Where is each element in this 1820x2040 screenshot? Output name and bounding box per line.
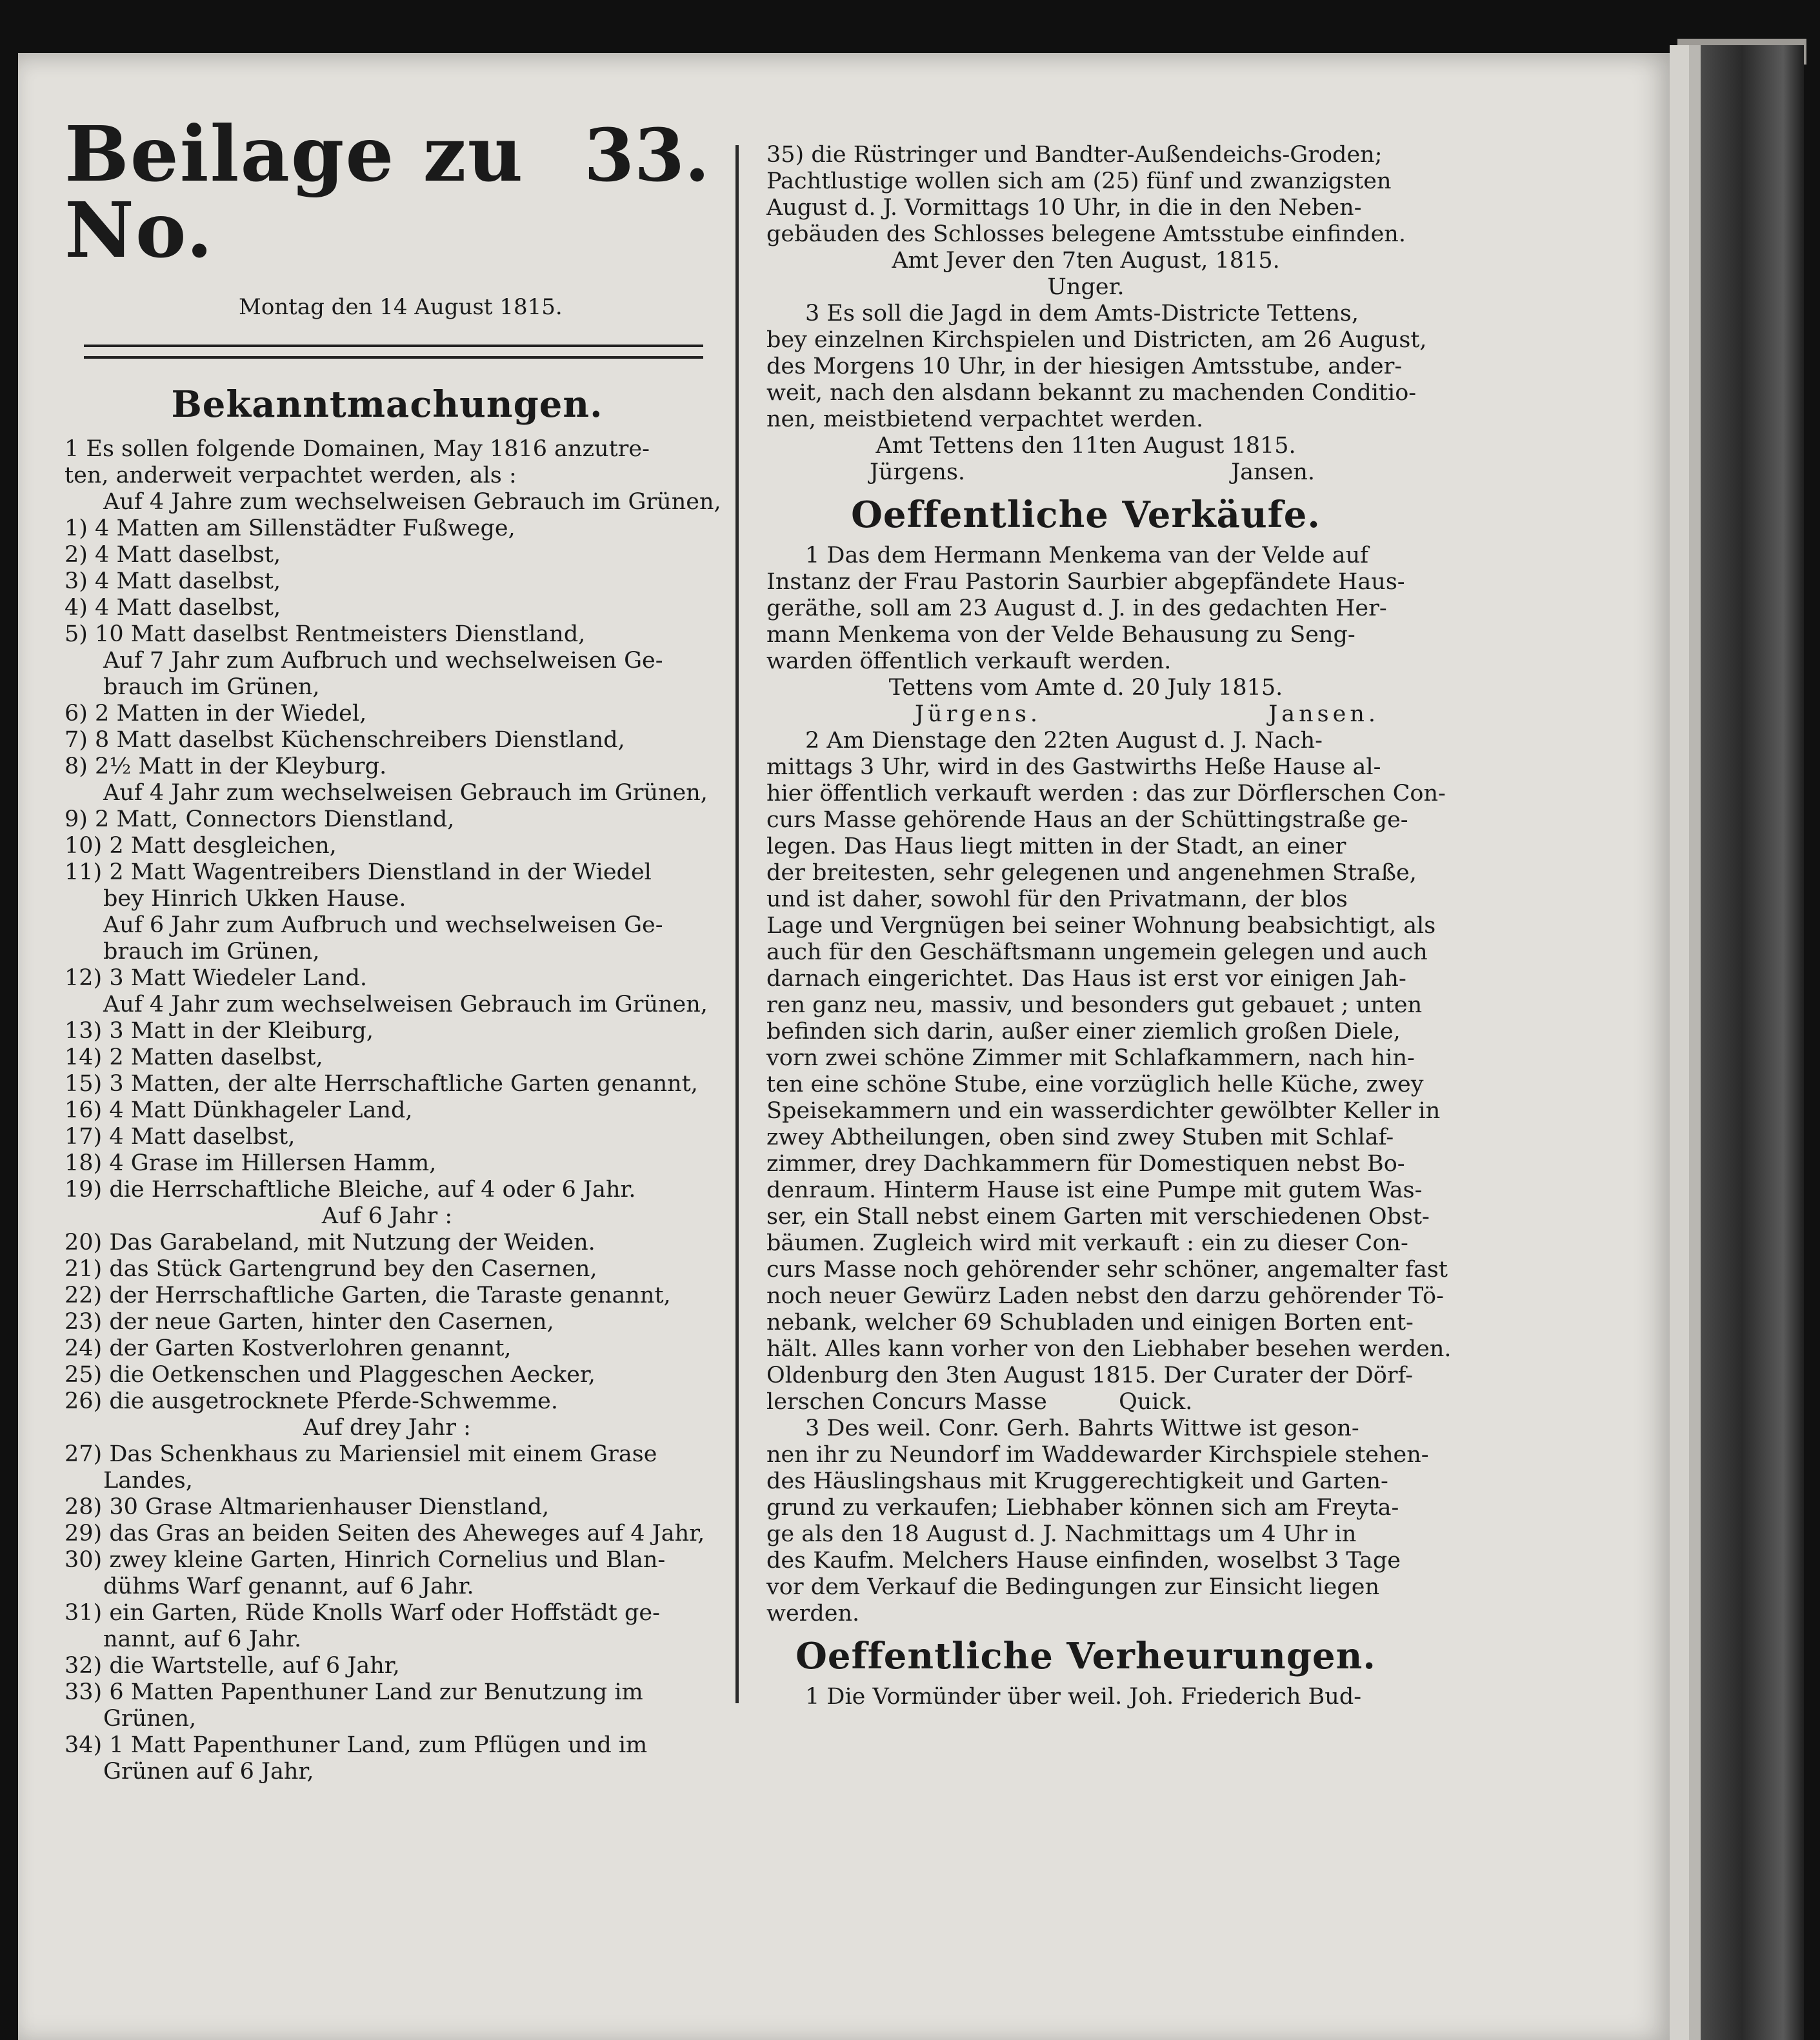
list-item: 7) 8 Matt daselbst Küchenschreibers Dienstland, — [65, 727, 625, 753]
text-line: Auf drey Jahr : — [303, 1415, 471, 1441]
list-item: 31) ein Garten, Rüde Knolls Warf oder Hoffstädt ge- — [65, 1600, 660, 1626]
text-line: ten, anderweit verpachtet werden, als : — [65, 463, 517, 488]
text-line: weit, nach den alsdann bekannt zu machenden Conditio- — [766, 380, 1417, 406]
text-line: brauch im Grünen, — [103, 939, 320, 965]
text-line: Auf 6 Jahr zum Aufbruch und wechselweisen Ge- — [103, 912, 663, 938]
list-item: 25) die Oetkenschen und Plaggeschen Aecker, — [65, 1362, 595, 1388]
book-spine — [1701, 45, 1804, 2040]
list-item: 11) 2 Matt Wagentreibers Dienstland in der Wiedel — [65, 859, 652, 885]
section-heading-verheurungen: Oeffentliche Verheurungen. — [795, 1635, 1376, 1677]
page-edge-stack — [1670, 45, 1689, 2040]
signature: Jansen. — [1231, 459, 1315, 485]
text-line: darnach eingerichtet. Das Haus ist erst vor einigen Jah- — [766, 966, 1406, 992]
section-heading-verkaeufe: Oeffentliche Verkäufe. — [851, 494, 1321, 536]
text-line: Auf 4 Jahre zum wechselweisen Gebrauch im Grünen, — [103, 489, 721, 515]
text-line: gebäuden des Schlosses belegene Amtsstube einfinden. — [766, 221, 1406, 247]
text-line: bäumen. Zugleich wird mit verkauft : ein zu dieser Con- — [766, 1230, 1408, 1256]
list-item: 32) die Wartstelle, auf 6 Jahr, — [65, 1653, 400, 1679]
text-line: warden öffentlich verkauft werden. — [766, 648, 1172, 674]
list-item: 29) das Gras an beiden Seiten des Aheweges auf 4 Jahr, — [65, 1521, 705, 1546]
text-line: legen. Das Haus liegt mitten in der Stadt, an einer — [766, 834, 1346, 859]
text-line: auch für den Geschäftsmann ungemein gelegen und auch — [766, 939, 1428, 965]
masthead-title: Beilage zu No. — [65, 109, 525, 275]
text-line: 3 Des weil. Conr. Gerh. Bahrts Wittwe ist geson- — [805, 1415, 1359, 1441]
text-line: ren ganz neu, massiv, und besonders gut gebauet ; unten — [766, 992, 1423, 1018]
issue-number: 33. — [584, 114, 710, 198]
text-line: ten eine schöne Stube, eine vorzüglich helle Küche, zwey — [766, 1072, 1424, 1097]
text-line: Auf 4 Jahr zum wechselweisen Gebrauch im Grünen, — [103, 992, 708, 1017]
text-line: nannt, auf 6 Jahr. — [103, 1626, 302, 1652]
signature-row — [766, 701, 1405, 728]
signature: Jürgens. — [870, 459, 966, 485]
list-item: 10) 2 Matt desgleichen, — [65, 833, 337, 859]
text-line: brauch im Grünen, — [103, 674, 320, 700]
list-item: 20) Das Garabeland, mit Nutzung der Weiden. — [65, 1230, 595, 1255]
list-item: 12) 3 Matt Wiedeler Land. — [65, 965, 367, 991]
text-line: ge als den 18 August d. J. Nachmittags um 4 Uhr in — [766, 1521, 1357, 1547]
text-line: nebank, welcher 69 Schubladen und einigen Borten ent- — [766, 1310, 1414, 1335]
text-line: 1 Die Vormünder über weil. Joh. Friederich Bud- — [805, 1684, 1362, 1710]
list-item: 3) 4 Matt daselbst, — [65, 568, 281, 594]
text-line: curs Masse gehörende Haus an der Schüttingstraße ge- — [766, 807, 1408, 833]
signature: Jürgens. — [915, 701, 1042, 727]
text-line: noch neuer Gewürz Laden nebst den darzu gehörender Tö- — [766, 1283, 1444, 1309]
issue-date: Montag den 14 August 1815. — [239, 294, 563, 320]
text-line: bey Hinrich Ukken Hause. — [103, 886, 406, 912]
text-line: 2 Am Dienstage den 22ten August d. J. Nach- — [805, 728, 1323, 754]
text-line: vorn zwei schöne Zimmer mit Schlafkammern, nach hin- — [766, 1045, 1415, 1071]
page-edge-shadow — [1689, 45, 1701, 2040]
text-line: dühms Warf genannt, auf 6 Jahr. — [103, 1574, 474, 1599]
text-line: 1 Es sollen folgende Domainen, May 1816 anzutre- — [65, 436, 650, 462]
text-line: curs Masse noch gehörender sehr schöner, angemalter fast — [766, 1257, 1448, 1283]
text-line: Auf 7 Jahr zum Aufbruch und wechselweisen Ge- — [103, 648, 663, 674]
text-line: grund zu verkaufen; Liebhaber können sich am Freyta- — [766, 1495, 1399, 1521]
text-line: und ist daher, sowohl für den Privatmann, der blos — [766, 886, 1348, 912]
text-line: mann Menkema von der Velde Behausung zu Seng- — [766, 622, 1355, 648]
section-heading-bekanntmachungen: Bekanntmachungen. — [171, 383, 603, 426]
text-line: lerschen Concurs Masse Quick. — [766, 1389, 1193, 1415]
list-item: 8) 2½ Matt in der Kleyburg. — [65, 754, 387, 779]
list-item: 2) 4 Matt daselbst, — [65, 542, 281, 568]
text-line: 3 Es soll die Jagd in dem Amts-Districte Tettens, — [805, 301, 1359, 326]
text-line: nen ihr zu Neundorf im Waddewarder Kirchspiele stehen- — [766, 1442, 1429, 1468]
signature: Unger. — [1047, 274, 1125, 300]
text-line: geräthe, soll am 23 August d. J. in des gedachten Her- — [766, 595, 1387, 621]
text-line: befinden sich darin, außer einer ziemlich großen Diele, — [766, 1019, 1401, 1045]
list-item: 13) 3 Matt in der Kleiburg, — [65, 1018, 374, 1044]
text-line: Landes, — [103, 1468, 193, 1494]
list-item: 28) 30 Grase Altmarienhauser Dienstland, — [65, 1494, 550, 1520]
text-line: des Morgens 10 Uhr, in der hiesigen Amtsstube, ander- — [766, 354, 1403, 379]
list-item: 5) 10 Matt daselbst Rentmeisters Dienstland, — [65, 621, 586, 647]
text-line: August d. J. Vormittags 10 Uhr, in die in den Neben- — [766, 195, 1362, 221]
text-line: des Häuslingshaus mit Kruggerechtigkeit und Garten- — [766, 1468, 1388, 1494]
list-item: 14) 2 Matten daselbst, — [65, 1045, 323, 1070]
list-item: 24) der Garten Kostverlohren genannt, — [65, 1335, 512, 1361]
list-item: 22) der Herrschaftliche Garten, die Taraste genannt, — [65, 1283, 671, 1308]
list-item: 21) das Stück Gartengrund bey den Casernen, — [65, 1256, 597, 1282]
list-item: 30) zwey kleine Garten, Hinrich Cornelius und Blan- — [65, 1547, 666, 1573]
signature-row — [766, 459, 1405, 486]
list-item: 34) 1 Matt Papenthuner Land, zum Pflügen und im — [65, 1732, 648, 1758]
text-line: mittags 3 Uhr, wird in des Gastwirths Heße Hause al- — [766, 754, 1381, 780]
text-line: Grünen auf 6 Jahr, — [103, 1759, 314, 1785]
text-line: Grünen, — [103, 1706, 197, 1732]
list-item: 4) 4 Matt daselbst, — [65, 595, 281, 621]
text-line: ser, ein Stall nebst einem Garten mit verschiedenen Obst- — [766, 1204, 1430, 1230]
list-item: 9) 2 Matt, Connectors Dienstland, — [65, 806, 455, 832]
list-item: 15) 3 Matten, der alte Herrschaftliche Garten genannt, — [65, 1071, 698, 1097]
text-line: zwey Abtheilungen, oben sind zwey Stuben mit Schlaf- — [766, 1125, 1394, 1150]
list-item: 23) der neue Garten, hinter den Casernen, — [65, 1309, 554, 1335]
text-line: denraum. Hinterm Hause ist eine Pumpe mit gutem Was- — [766, 1177, 1423, 1203]
text-line: Lage und Vergnügen bei seiner Wohnung beabsichtigt, als — [766, 913, 1436, 939]
text-line: Auf 6 Jahr : — [321, 1203, 453, 1229]
place-date-line: Tettens vom Amte d. 20 July 1815. — [888, 675, 1283, 701]
list-item: 17) 4 Matt daselbst, — [65, 1124, 295, 1150]
text-line: 35) die Rüstringer und Bandter-Außendeichs-Groden; — [766, 142, 1383, 168]
text-line: werden. — [766, 1601, 860, 1626]
list-item: 26) die ausgetrocknete Pferde-Schwemme. — [65, 1388, 558, 1414]
text-line: hier öffentlich verkauft werden : das zur Dörflerschen Con- — [766, 781, 1446, 806]
text-line: Auf 4 Jahr zum wechselweisen Gebrauch im Grünen, — [103, 780, 708, 806]
text-line: Oldenburg den 3ten August 1815. Der Curater der Dörf- — [766, 1363, 1414, 1388]
place-date-line: Amt Jever den 7ten August, 1815. — [892, 248, 1280, 274]
text-line: Pachtlustige wollen sich am (25) fünf und zwanzigsten — [766, 168, 1392, 194]
signature: Jansen. — [1268, 701, 1379, 727]
masthead-rule — [84, 345, 703, 359]
text-line: zimmer, drey Dachkammern für Domestiquen nebst Bo- — [766, 1151, 1405, 1177]
text-line: des Kaufm. Melchers Hause einfinden, woselbst 3 Tage — [766, 1548, 1401, 1574]
column-divider — [735, 145, 739, 1703]
list-item: 19) die Herrschaftliche Bleiche, auf 4 oder 6 Jahr. — [65, 1177, 636, 1203]
text-line: bey einzelnen Kirchspielen und Districten, am 26 August, — [766, 327, 1427, 353]
list-item: 6) 2 Matten in der Wiedel, — [65, 701, 367, 726]
masthead — [65, 109, 710, 275]
list-item: 27) Das Schenkhaus zu Mariensiel mit einem Grase — [65, 1441, 657, 1467]
text-line: Instanz der Frau Pastorin Saurbier abgepfändete Haus- — [766, 569, 1405, 595]
list-item: 33) 6 Matten Papenthuner Land zur Benutzung im — [65, 1679, 643, 1705]
text-line: vor dem Verkauf die Bedingungen zur Einsicht liegen — [766, 1574, 1379, 1600]
list-item: 16) 4 Matt Dünkhageler Land, — [65, 1097, 413, 1123]
list-item: 18) 4 Grase im Hillersen Hamm, — [65, 1150, 437, 1176]
text-line: nen, meistbietend verpachtet werden. — [766, 406, 1204, 432]
list-item: 1) 4 Matten am Sillenstädter Fußwege, — [65, 515, 515, 541]
place-date-line: Amt Tettens den 11ten August 1815. — [875, 433, 1296, 459]
text-line: der breitesten, sehr gelegenen und angenehmen Straße, — [766, 860, 1417, 886]
text-line: Speisekammern und ein wasserdichter gewölbter Keller in — [766, 1098, 1441, 1124]
right-column — [766, 142, 1452, 1710]
text-line: hält. Alles kann vorher von den Liebhaber besehen werden. — [766, 1336, 1452, 1362]
left-column — [65, 109, 721, 1785]
text-line: 1 Das dem Hermann Menkema van der Velde auf — [805, 543, 1369, 568]
